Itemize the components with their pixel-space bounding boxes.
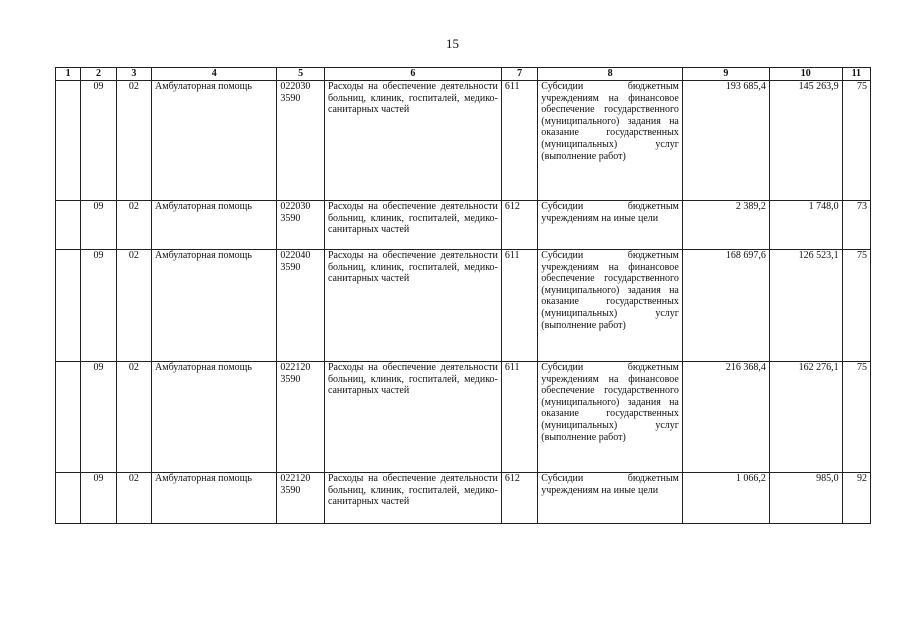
cell-expense-description: Расходы на обеспечение деятельности больниц, клиник, госпиталей, медико-санитарных частей [324, 473, 501, 524]
cell-expense-type-name: Субсидии бюджетным учреждениям на финансовое обеспечение государственного (муниципального) задания на оказание государственных (муниципальных) услуг (выполнение работ) [538, 81, 683, 201]
column-header: 3 [116, 68, 151, 81]
cell-actual-amount: 145 263,9 [769, 81, 842, 201]
cell-expense-type: 611 [501, 250, 537, 362]
cell-name: Амбулаторная помощь [152, 250, 277, 362]
table-row [56, 362, 871, 473]
cell-expense-type: 612 [501, 201, 537, 250]
cell-actual-amount: 126 523,1 [769, 250, 842, 362]
cell-actual-amount: 162 276,1 [769, 362, 842, 473]
cell-expense-description: Расходы на обеспечение деятельности больниц, клиник, госпиталей, медико-санитарных частей [324, 250, 501, 362]
cell-actual-amount: 985,0 [769, 473, 842, 524]
cell-expense-description: Расходы на обеспечение деятельности больниц, клиник, госпиталей, медико-санитарных частей [324, 201, 501, 250]
table-row [56, 201, 871, 250]
cell-subsection: 02 [116, 250, 151, 362]
table-row [56, 250, 871, 362]
column-header: 1 [56, 68, 81, 81]
header-row [56, 68, 871, 81]
budget-table [55, 67, 871, 524]
cell-percent: 75 [842, 362, 870, 473]
cell-col1 [56, 362, 81, 473]
cell-percent: 92 [842, 473, 870, 524]
table-row [56, 473, 871, 524]
column-header: 9 [682, 68, 769, 81]
cell-planned-amount: 2 389,2 [682, 201, 769, 250]
cell-expense-type-name: Субсидии бюджетным учреждениям на финансовое обеспечение государственного (муниципального) задания на оказание государственных (муниципальных) услуг (выполнение работ) [538, 250, 683, 362]
cell-section: 09 [81, 362, 116, 473]
cell-expense-type-name: Субсидии бюджетным учреждениям на иные цели [538, 473, 683, 524]
cell-expense-type: 611 [501, 81, 537, 201]
cell-actual-amount: 1 748,0 [769, 201, 842, 250]
cell-expense-description: Расходы на обеспечение деятельности больниц, клиник, госпиталей, медико-санитарных частей [324, 81, 501, 201]
cell-name: Амбулаторная помощь [152, 473, 277, 524]
cell-target-code: 022030 3590 [277, 201, 325, 250]
cell-col1 [56, 473, 81, 524]
cell-expense-type: 611 [501, 362, 537, 473]
cell-target-code: 022120 3590 [277, 473, 325, 524]
cell-name: Амбулаторная помощь [152, 81, 277, 201]
column-header: 6 [324, 68, 501, 81]
page-number: 15 [446, 36, 459, 51]
column-header: 11 [842, 68, 870, 81]
column-header: 10 [769, 68, 842, 81]
cell-planned-amount: 193 685,4 [682, 81, 769, 201]
cell-col1 [56, 250, 81, 362]
cell-section: 09 [81, 201, 116, 250]
cell-expense-description: Расходы на обеспечение деятельности больниц, клиник, госпиталей, медико-санитарных частей [324, 362, 501, 473]
cell-target-code: 022120 3590 [277, 362, 325, 473]
column-header: 2 [81, 68, 116, 81]
cell-section: 09 [81, 81, 116, 201]
cell-subsection: 02 [116, 473, 151, 524]
cell-expense-type-name: Субсидии бюджетным учреждениям на финансовое обеспечение государственного (муниципального) задания на оказание государственных (муниципальных) услуг (выполнение работ) [538, 362, 683, 473]
cell-planned-amount: 216 368,4 [682, 362, 769, 473]
cell-percent: 75 [842, 250, 870, 362]
cell-col1 [56, 201, 81, 250]
cell-subsection: 02 [116, 201, 151, 250]
cell-percent: 73 [842, 201, 870, 250]
cell-name: Амбулаторная помощь [152, 362, 277, 473]
cell-col1 [56, 81, 81, 201]
cell-expense-type-name: Субсидии бюджетным учреждениям на иные цели [538, 201, 683, 250]
cell-planned-amount: 168 697,6 [682, 250, 769, 362]
column-header: 5 [277, 68, 325, 81]
cell-section: 09 [81, 473, 116, 524]
cell-target-code: 022030 3590 [277, 81, 325, 201]
cell-planned-amount: 1 066,2 [682, 473, 769, 524]
column-header: 7 [501, 68, 537, 81]
cell-target-code: 022040 3590 [277, 250, 325, 362]
cell-section: 09 [81, 250, 116, 362]
cell-expense-type: 612 [501, 473, 537, 524]
cell-percent: 75 [842, 81, 870, 201]
cell-subsection: 02 [116, 81, 151, 201]
column-header: 8 [538, 68, 683, 81]
cell-name: Амбулаторная помощь [152, 201, 277, 250]
column-header: 4 [152, 68, 277, 81]
cell-subsection: 02 [116, 362, 151, 473]
table-row [56, 81, 871, 201]
